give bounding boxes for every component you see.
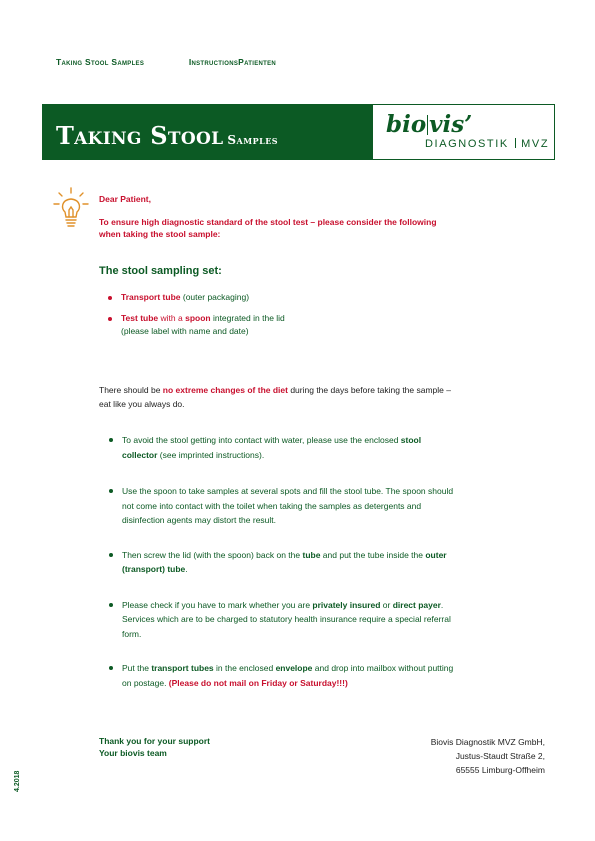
logo-word-left: bio [386, 111, 427, 138]
intro-block [99, 193, 449, 240]
logo-sub-right: MVZ [521, 138, 550, 150]
step-text: and drop into mailbox without putting on postage. [122, 663, 454, 688]
step-highlight: envelope [275, 663, 313, 673]
item-note: (please label with name and date) [121, 326, 249, 336]
signoff-line: Thank you for your support [99, 736, 210, 746]
step-highlight: tube [302, 549, 321, 560]
logo-sub-left: DIAGNOSTIK [425, 138, 509, 150]
sampling-set-heading: The stool sampling set: [99, 265, 222, 277]
item-highlight: spoon [185, 313, 211, 323]
signoff [99, 735, 210, 759]
step-text: Then screw the lid (with the spoon) back on the [122, 549, 303, 560]
intro-text: To ensure high diagnostic standard of the stool test – please consider the following when taking the stool sample: [99, 217, 437, 239]
item-text: with a [158, 313, 186, 323]
item-text: integrated in the lid [210, 313, 285, 323]
logo-subtitle [425, 138, 549, 150]
step-text: or [380, 599, 393, 610]
step-text: Please check if you have to mark whether you are [122, 599, 313, 610]
title-banner [42, 104, 555, 160]
item-highlight: Test tube [121, 313, 159, 323]
step-highlight: direct payer [392, 599, 441, 610]
step-text: Put the [122, 663, 152, 673]
logo-sub-divider [515, 138, 516, 148]
instruction-steps [109, 433, 454, 690]
item-highlight: Transport tube [121, 292, 181, 302]
logo-wordmark [386, 111, 472, 138]
sampling-set-list [108, 291, 285, 346]
step-text: (see imprinted instructions). [157, 449, 265, 460]
step-item [109, 484, 454, 528]
step-text: To avoid the stool getting into contact with water, please use the enclosed [122, 435, 401, 445]
step-text: and put the tube inside the [320, 549, 426, 560]
step-highlight: privately insured [312, 599, 381, 610]
diet-highlight: no extreme changes of the diet [162, 385, 288, 395]
lightbulb-icon [52, 186, 90, 230]
diet-text: There should be [99, 385, 163, 395]
header-nav [56, 57, 276, 67]
logo-word-right: vis’ [429, 111, 473, 138]
version-date [14, 764, 26, 796]
step-text: . [185, 564, 188, 574]
item-text: (outer packaging) [180, 292, 250, 302]
step-highlight: outer (transport) tube [122, 549, 447, 574]
diet-text: during the days before taking the sample – eat like you always do. [99, 385, 451, 409]
page-title-main: Taking Stool [56, 121, 224, 150]
company-address [431, 735, 545, 777]
list-item [108, 291, 285, 304]
step-text: in the enclosed [213, 663, 276, 673]
step-item [109, 598, 454, 642]
biovis-logo [372, 104, 555, 160]
step-text: . Services which are to be charged to statutory health insurance require a special referral form. [122, 599, 451, 639]
address-line: Justus-Staudt Straße 2, [455, 751, 545, 761]
address-line: Biovis Diagnostik MVZ GmbH, [430, 737, 545, 747]
page-title-small: Samples [227, 133, 279, 147]
step-highlight: stool collector [122, 435, 422, 460]
header-nav-section: InstructionsPatienten [188, 57, 277, 67]
address-line: 65555 Limburg-Offheim [455, 765, 545, 775]
step-warning: (Please do not mail on Friday or Saturday!!!) [168, 677, 348, 688]
step-text: Use the spoon to take samples at several spots and fill the stool tube. The spoon should not come into contact with the toilet when taking the samples as detergents and disinfection agents may distort the result. [122, 486, 454, 525]
version-date-text: 4.2018 [14, 770, 21, 792]
greeting: Dear Patient, [99, 194, 151, 204]
list-item [108, 312, 285, 338]
step-highlight: transport tubes [151, 663, 214, 673]
step-item [109, 548, 454, 577]
signoff-team: Your biovis team [99, 748, 167, 758]
title-block [42, 104, 372, 160]
step-item [109, 433, 454, 462]
header-nav-title: Taking Stool Samples [56, 57, 145, 67]
step-item [109, 661, 454, 690]
diet-paragraph [99, 383, 459, 411]
page-title [56, 121, 278, 150]
